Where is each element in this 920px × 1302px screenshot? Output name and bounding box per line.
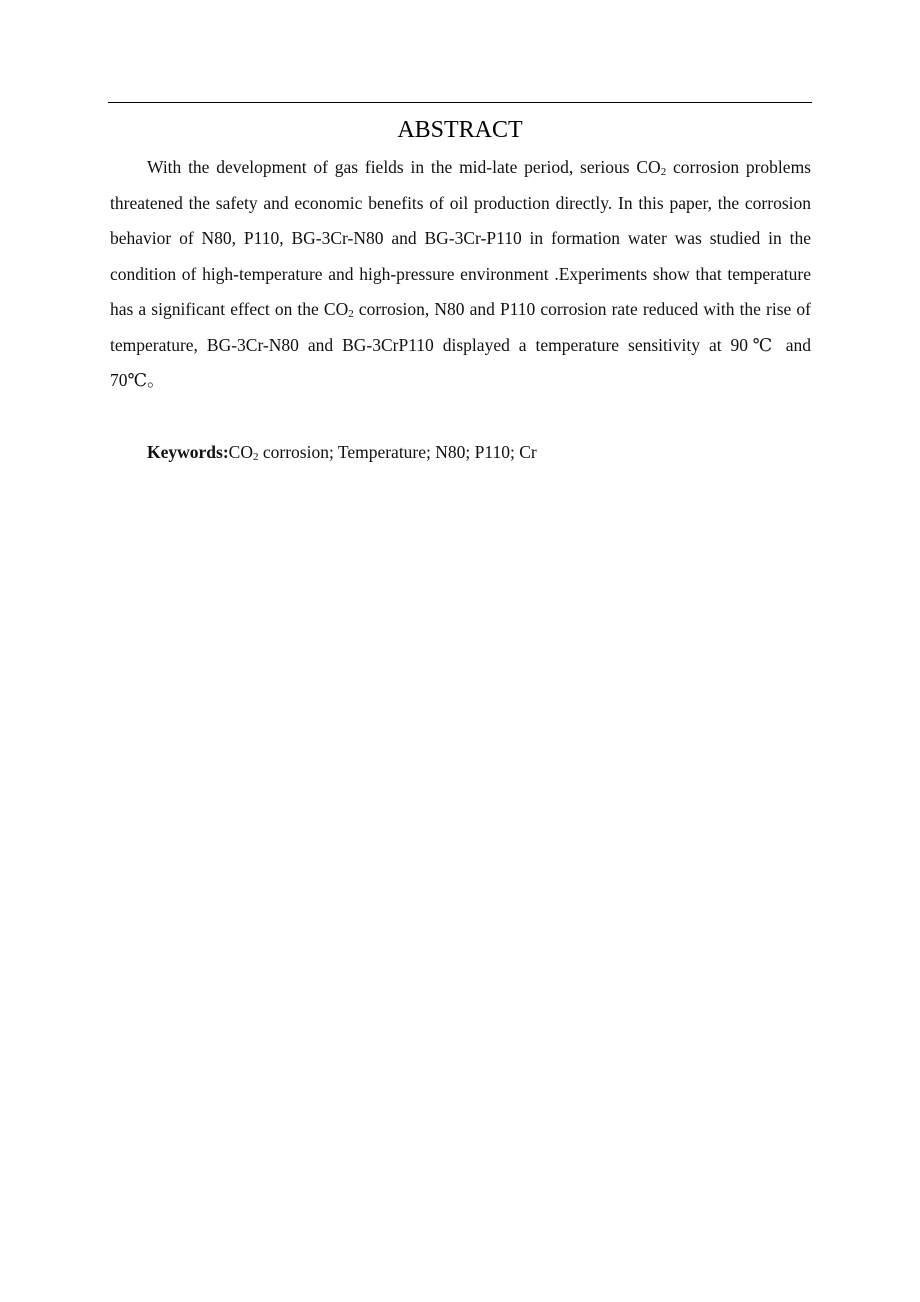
abstract-subscript-1: 2 [660, 166, 667, 178]
keywords-label: Keywords: [147, 442, 229, 462]
header-rule [108, 102, 812, 103]
keywords-subscript: 2 [252, 451, 259, 463]
abstract-text-part-2: corrosion problems threatened the safety and economic benefits of oil production directly. In this paper, the corrosion behavior of N80, P110, BG-3Cr-N80 and BG-3Cr-P110 in formation water was studied in the condition of high-temperature and high-pressure environment .Experiments show that temperature has a significant effect on the CO [110, 157, 811, 319]
abstract-text-part-3: corrosion, N80 and P110 corrosion rate reduced with the rise of temperature, BG-3Cr-N80 and BG-3CrP110 displayed a temperature sensitivity at 90℃ and 70℃。 [110, 299, 811, 390]
keywords-line [147, 440, 811, 464]
abstract-subscript-2: 2 [348, 308, 354, 320]
abstract-paragraph [110, 150, 811, 399]
abstract-heading: ABSTRACT [397, 117, 523, 143]
keywords-text-part-2: corrosion; Temperature; N80; P110; Cr [258, 442, 537, 462]
abstract-text-part-1: With the development of gas fields in the mid-late period, serious CO [147, 157, 661, 177]
keywords-text-part-1: CO [228, 442, 253, 462]
